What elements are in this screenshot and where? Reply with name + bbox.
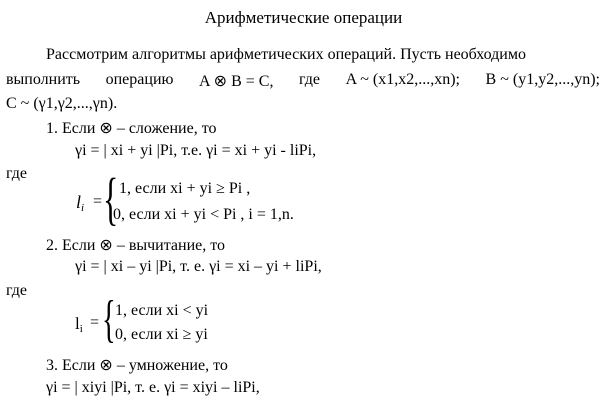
word: где [299, 71, 321, 88]
case-1-brace: { [103, 166, 119, 231]
case-2-variable: $l_i$ [75, 314, 83, 335]
case-1-row-a: 1, если xi + yi ≥ Pi , [119, 180, 251, 197]
word: операцию [105, 71, 174, 88]
item-2-heading: 2. Если ⊗ – вычитание, то [46, 237, 226, 254]
case-2-row-a: 1, если xi < yi [115, 302, 209, 319]
where-label-2: где [6, 282, 28, 299]
item-1-heading: 1. Если ⊗ – сложение, то [46, 120, 217, 137]
word: выполнить [6, 71, 81, 88]
where-label-1: где [6, 165, 28, 182]
case-1-row-b: 0, если xi + yi < Pi , i = 1,n. [113, 206, 294, 223]
paragraph-line-2 [6, 71, 600, 91]
case-2-brace: { [102, 291, 116, 348]
item-3-formula: γi = | xiyi |Pi, т. е. γi = xiyi – liPi, [46, 379, 260, 396]
word: A ~ (x1,x2,...,xn); [345, 71, 460, 88]
item-2-formula: γi = | xi – yi |Pi, т. е. γi = xi – yi + liPi, [75, 258, 322, 275]
case-2-equals: = [90, 314, 100, 331]
item-3-heading: 3. Если ⊗ – умножение, то [46, 357, 228, 374]
page-title: Арифметические операции [204, 8, 403, 27]
paragraph-line-3: C ~ (γ1,γ2,...,γn). [6, 95, 118, 112]
paragraph-line-1: Рассмотрим алгоритмы арифметических операций. Пусть необходимо [46, 46, 526, 63]
case-1-variable: $l_i$ [76, 192, 85, 214]
item-1-formula: γi = | xi + yi |Pi, т.е. γi = xi + yi - liPi, [75, 142, 317, 159]
word: A ⊗ B = C, [199, 73, 274, 90]
case-1-equals: = [93, 193, 103, 210]
word: B ~ (y1,y2,...,yn); [485, 71, 600, 88]
case-2-row-b: 0, если xi ≥ yi [115, 326, 208, 343]
